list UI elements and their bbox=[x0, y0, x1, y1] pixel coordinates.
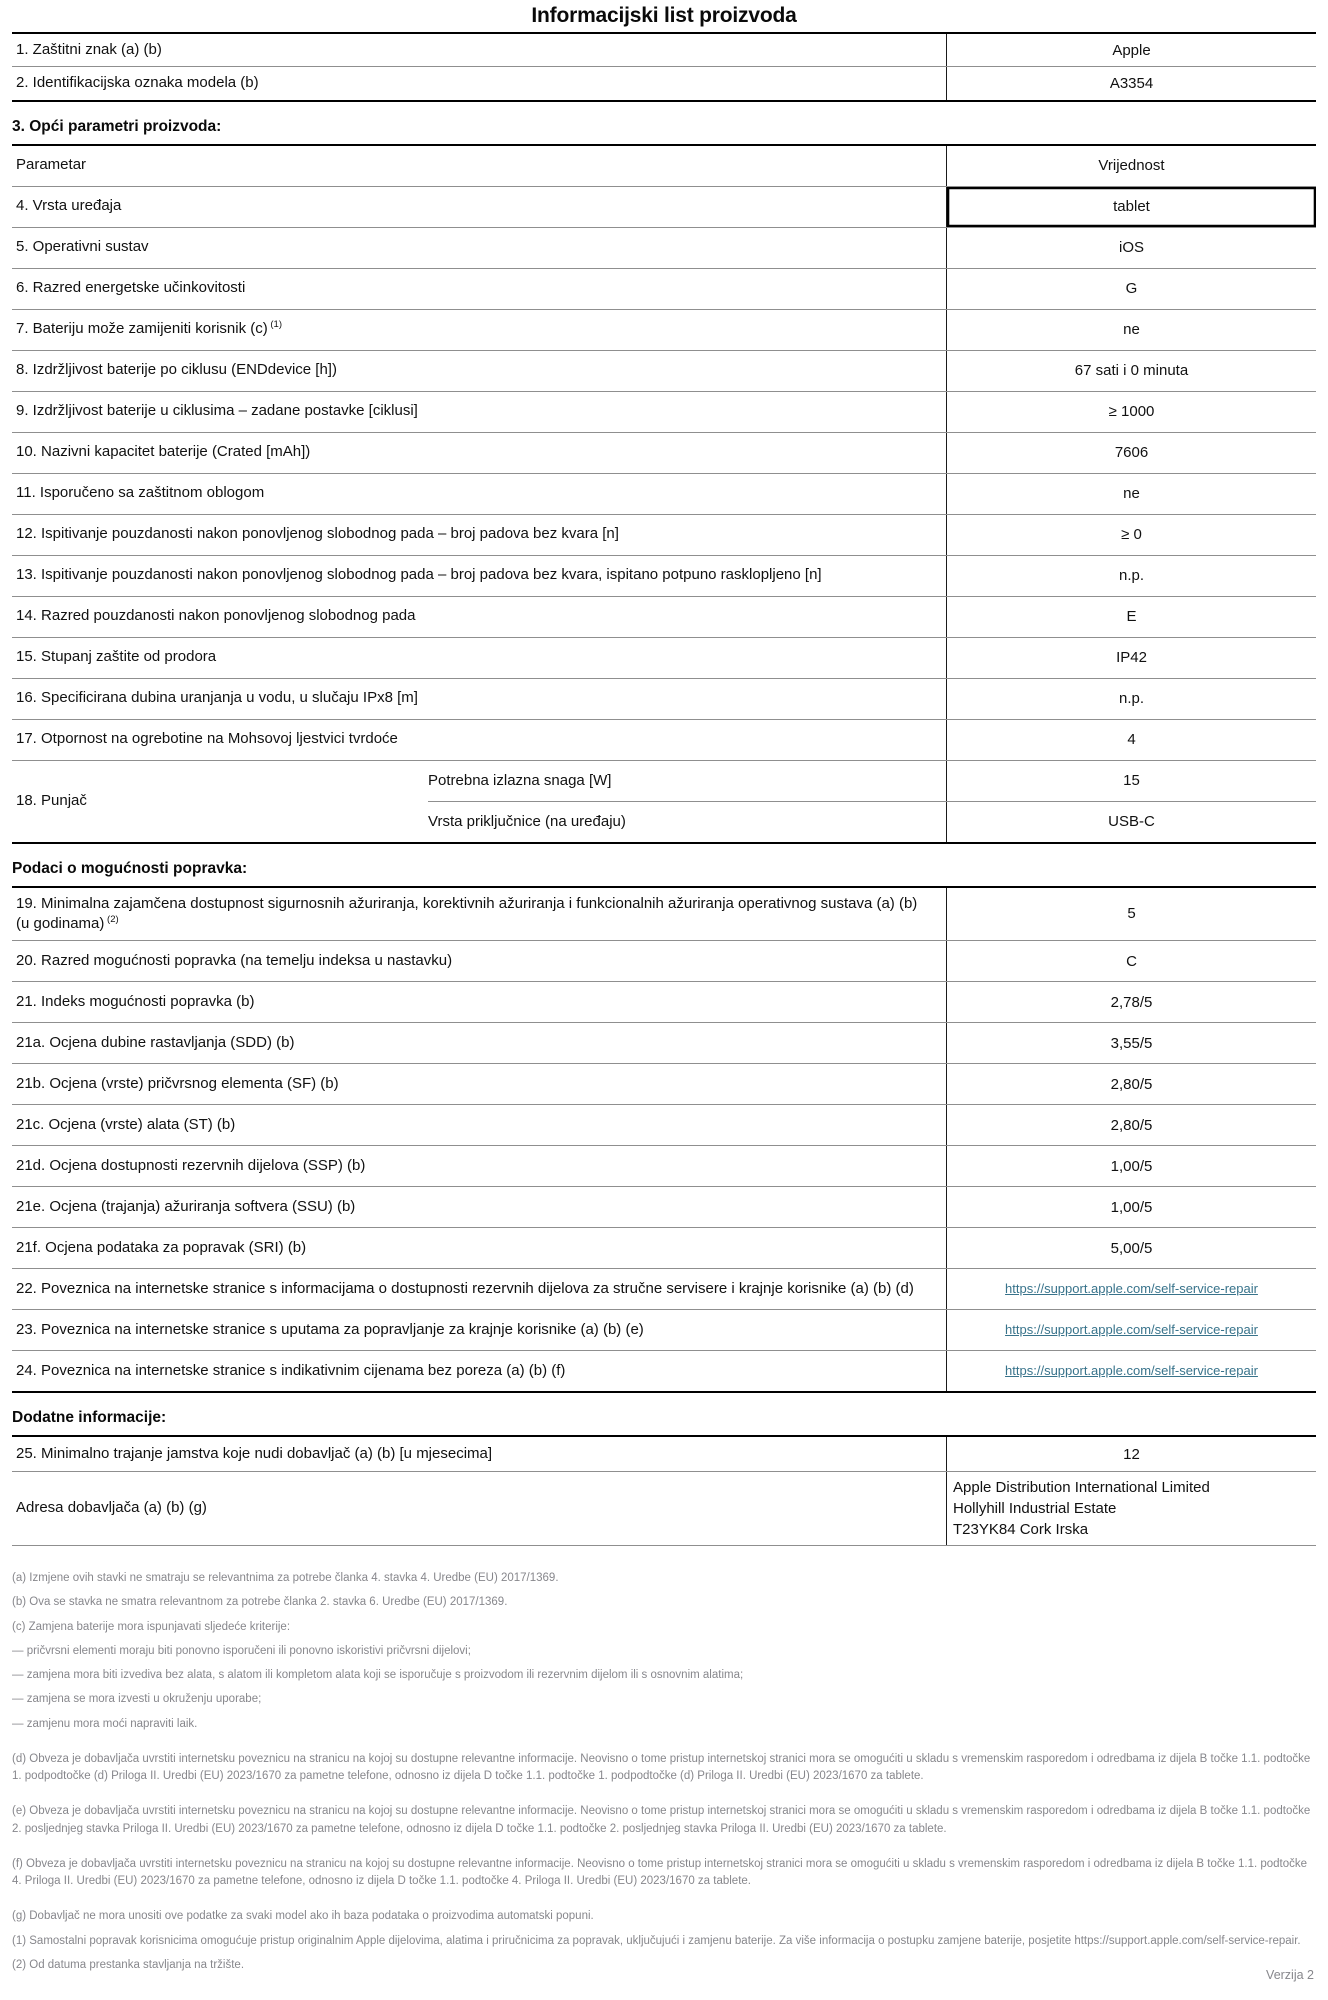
subrow-label: Vrsta priključnice (na uređaju) bbox=[428, 813, 626, 830]
row-value: G bbox=[946, 269, 1316, 309]
table-row bbox=[12, 638, 1316, 679]
row-label bbox=[12, 1064, 946, 1104]
row-value: 1,00/5 bbox=[946, 1187, 1316, 1227]
row-label-text: 7. Bateriju može zamijeniti korisnik (c) $^{(1)}$ bbox=[16, 319, 282, 338]
row-value: E bbox=[946, 597, 1316, 637]
footnote: — zamjena mora biti izvediva bez alata, s alatom ili kompletom alata koji se isporučuje s proizvodom ili rezervnim dijelom ili s osnovnim alatima; bbox=[12, 1669, 744, 1681]
table-row bbox=[12, 1105, 1316, 1146]
row-label-text: 1. Zaštitni znak (a) (b) bbox=[16, 41, 162, 58]
row-value: ne bbox=[946, 474, 1316, 514]
row-label-text: 4. Vrsta uređaja bbox=[16, 197, 122, 215]
row-value: 5,00/5 bbox=[946, 1228, 1316, 1268]
footnote: (2) Od datuma prestanka stavljanja na tržište. bbox=[12, 1958, 245, 1971]
footnote: (e) Obveza je dobavljača uvrstiti internetsku poveznicu na stranicu na kojoj su dostupne relevantne informacije. Neovisno o tome pristup internetskoj stranici mora se omogućiti u skladu s vremenskim rasporedom i odredbama iz dijela B točke 1.1. podtočke 2. posljednjeg stavka Priloga II. Uredbi (EU) 2023/1670 za pametne telefone, odnosno iz dijela D točke 1.1. podtočke 2. posljednjeg stavka Priloga II. Uredbi (EU) 2023/1670 za tablete. bbox=[12, 1805, 1311, 1835]
row-value: 1,00/5 bbox=[946, 1146, 1316, 1186]
footnote: (a) Izmjene ovih stavki ne smatraju se relevantnima za potrebe članka 4. stavka 4. Uredbe (EU) 2017/1369. bbox=[12, 1572, 559, 1584]
table-row bbox=[12, 1023, 1316, 1064]
row-value: 3,55/5 bbox=[946, 1023, 1316, 1063]
row-value: n.p. bbox=[946, 679, 1316, 719]
row-label bbox=[12, 1437, 946, 1471]
row-label-text: Adresa dobavljača (a) (b) (g) bbox=[16, 1499, 207, 1517]
table-row bbox=[12, 982, 1316, 1023]
row-label-text: 10. Nazivni kapacitet baterije (Crated [mAh]) bbox=[16, 443, 311, 461]
row-label-text: 16. Specificirana dubina uranjanja u vodu, u slučaju IPx8 [m] bbox=[16, 689, 418, 707]
table-row bbox=[12, 1146, 1316, 1187]
row-value: C bbox=[946, 941, 1316, 981]
row-value bbox=[946, 1269, 1316, 1309]
table-row bbox=[12, 474, 1316, 515]
row-label bbox=[12, 720, 946, 760]
row-label-text: 19. Minimalna zajamčena dostupnost sigurnosnih ažuriranja, korektivnih ažuriranja i funkcionalnih ažuriranja operativnog sustava (a) (b) (u godinama) $^{(2)}$ bbox=[16, 894, 918, 932]
support-repair-link[interactable]: https://support.apple.com/self-service-repair bbox=[1005, 1280, 1258, 1296]
charger-subrows bbox=[428, 761, 1316, 842]
row-label bbox=[12, 351, 946, 391]
table-row bbox=[12, 761, 1316, 842]
row-label-text: 21c. Ocjena (vrste) alata (ST) (b) bbox=[16, 1115, 236, 1133]
row-label bbox=[12, 1105, 946, 1145]
row-label bbox=[12, 638, 946, 678]
table-row bbox=[12, 1064, 1316, 1105]
row-label bbox=[12, 941, 946, 981]
row-value bbox=[946, 1351, 1316, 1391]
table-row bbox=[12, 34, 1316, 67]
version-label: Verzija 2 bbox=[1266, 1968, 1314, 1982]
row-label bbox=[12, 597, 946, 637]
row-label bbox=[12, 228, 946, 268]
column-header-vrijednost: Vrijednost bbox=[946, 146, 1316, 186]
row-label-text: 22. Poveznica na internetske stranice s informacijama o dostupnosti rezervnih dijelova za stručne servisere i krajnje korisnike (a) (b) (d) bbox=[16, 1279, 914, 1297]
table-row bbox=[12, 679, 1316, 720]
row-label-text: 9. Izdržljivost baterije u ciklusima – zadane postavke [ciklusi] bbox=[16, 402, 418, 420]
row-label-text: 17. Otpornost na ogrebotine na Mohsovoj ljestvici tvrdoće bbox=[16, 730, 398, 748]
row-label-text: 8. Izdržljivost baterije po ciklusu (ENDdevice [h]) bbox=[16, 361, 337, 379]
row-label bbox=[12, 1472, 946, 1545]
column-header-parametar: Parametar bbox=[16, 156, 87, 174]
row-label bbox=[12, 474, 946, 514]
row-label-text: 5. Operativni sustav bbox=[16, 238, 149, 256]
additional-info-table bbox=[12, 1435, 1316, 1546]
charger-subrow bbox=[428, 802, 1316, 842]
row-label-text: 18. Punjač bbox=[16, 791, 87, 809]
table-row bbox=[12, 392, 1316, 433]
address-line: T23YK84 Cork Irska bbox=[953, 1521, 1089, 1538]
row-value: tablet bbox=[946, 187, 1316, 227]
identification-table bbox=[12, 32, 1316, 102]
row-label-text: 15. Stupanj zaštite od prodora bbox=[16, 648, 217, 666]
footnotes bbox=[12, 1570, 1316, 1974]
row-value: 15 bbox=[946, 761, 1316, 801]
row-label-text: 21a. Ocjena dubine rastavljanja (SDD) (b) bbox=[16, 1033, 295, 1051]
row-value: 5 bbox=[946, 888, 1316, 941]
row-value: 7606 bbox=[946, 433, 1316, 473]
row-label bbox=[12, 982, 946, 1022]
row-value: 12 bbox=[946, 1437, 1316, 1471]
table-row bbox=[12, 1187, 1316, 1228]
table-row bbox=[12, 433, 1316, 474]
row-label-text: 11. Isporučeno sa zaštitnom oblogom bbox=[16, 484, 265, 502]
footnote: (d) Obveza je dobavljača uvrstiti internetsku poveznicu na stranicu na kojoj su dostupne relevantne informacije. Neovisno o tome pristup internetskoj stranici mora se omogućiti u skladu s vremenskim rasporedom i odredbama iz dijela B točke 1.1. podtočke 1. podpodtočke (d) Priloga II. Uredbi (EU) 2023/1670 za pametne telefone, odnosno iz dijela D točke 1.1. podtočke 1. podpodtočke (d) Priloga II. Uredbi (EU) 2023/1670 za tablete. bbox=[12, 1752, 1311, 1782]
address-line: Apple Distribution International Limited bbox=[953, 1479, 1210, 1496]
footnote: (1) Samostalni popravak korisnicima omogućuje pristup originalnim Apple dijelovima, alatima i priručnicima za popravak, uključujući i zamjenu baterije. Za više informacija o postupku zamjene baterije, posjetite https://support.apple.com/self-service-repair. bbox=[12, 1934, 1301, 1947]
footnote: (b) Ova se stavka ne smatra relevantnom za potrebe članka 2. stavka 6. Uredbe (EU) 2017/1369. bbox=[12, 1596, 508, 1609]
row-label bbox=[12, 269, 946, 309]
row-label bbox=[12, 392, 946, 432]
row-label-text: 24. Poveznica na internetske stranice s indikativnim cijenama bez poreza (a) (b) (f) bbox=[16, 1361, 566, 1379]
row-value: ≥ 0 bbox=[946, 515, 1316, 555]
row-label-text: 20. Razred mogućnosti popravka (na temelju indeksa u nastavku) bbox=[16, 951, 453, 969]
row-value: ne bbox=[946, 310, 1316, 350]
section-heading-repair: Podaci o mogućnosti popravka: bbox=[12, 859, 248, 877]
row-label bbox=[12, 1269, 946, 1309]
table-row bbox=[12, 941, 1316, 982]
table-row bbox=[12, 67, 1316, 99]
row-label-text: 21f. Ocjena podataka za popravak (SRI) (b) bbox=[16, 1238, 307, 1256]
table-row bbox=[12, 720, 1316, 761]
row-value: iOS bbox=[946, 228, 1316, 268]
row-label bbox=[12, 515, 946, 555]
row-label bbox=[12, 888, 946, 941]
footnote: (g) Dobavljač ne mora unositi ove podatke za svaki model ako ih baza podataka o proizvodima automatski popuni. bbox=[12, 1910, 594, 1923]
row-value: ≥ 1000 bbox=[946, 392, 1316, 432]
row-label bbox=[12, 1351, 946, 1391]
row-label-text: 13. Ispitivanje pouzdanosti nakon ponovljenog slobodnog pada – broj padova bez kvara, ispitano potpuno rasklopljeno [n] bbox=[16, 566, 822, 584]
row-label bbox=[12, 1228, 946, 1268]
row-label bbox=[12, 1023, 946, 1063]
row-label bbox=[12, 1146, 946, 1186]
row-value: A3354 bbox=[946, 67, 1316, 99]
table-row bbox=[12, 888, 1316, 942]
table-row bbox=[12, 1472, 1316, 1545]
footnote: — pričvrsni elementi moraju biti ponovno isporučeni ili ponovno iskoristivi pričvrsni dijelovi; bbox=[12, 1644, 471, 1657]
row-label bbox=[12, 679, 946, 719]
row-label-text: 2. Identifikacijska oznaka modela (b) bbox=[16, 74, 259, 92]
footnote: — zamjenu mora moći napraviti laik. bbox=[12, 1717, 198, 1730]
row-label-text: 23. Poveznica na internetske stranice s uputama za popravljanje za krajnje korisnike (a) (b) (e) bbox=[16, 1320, 644, 1338]
row-label bbox=[12, 187, 946, 227]
section-heading-additional: Dodatne informacije: bbox=[12, 1409, 167, 1426]
subrow-label: Potrebna izlazna snaga [W] bbox=[428, 772, 612, 789]
row-label-text: 12. Ispitivanje pouzdanosti nakon ponovljenog slobodnog pada – broj padova bez kvara [n] bbox=[16, 525, 619, 543]
table-row bbox=[12, 351, 1316, 392]
row-label bbox=[12, 433, 946, 473]
row-label-text: 21b. Ocjena (vrste) pričvrsnog elementa (SF) (b) bbox=[16, 1074, 339, 1092]
row-value: IP42 bbox=[946, 638, 1316, 678]
table-row bbox=[12, 1310, 1316, 1351]
table-row bbox=[12, 187, 1316, 228]
row-label bbox=[12, 556, 946, 596]
table-row bbox=[12, 556, 1316, 597]
row-label bbox=[12, 310, 946, 350]
row-value bbox=[946, 1472, 1316, 1545]
row-label-text: 21e. Ocjena (trajanja) ažuriranja softvera (SSU) (b) bbox=[16, 1197, 356, 1215]
row-value: n.p. bbox=[946, 556, 1316, 596]
support-repair-link[interactable]: https://support.apple.com/self-service-repair bbox=[1005, 1321, 1258, 1337]
row-label bbox=[12, 761, 428, 842]
footnote: (c) Zamjena baterije mora ispunjavati sljedeće kriterije: bbox=[12, 1620, 291, 1633]
page-title: Informacijski list proizvoda bbox=[531, 4, 797, 27]
table-row bbox=[12, 269, 1316, 310]
table-row bbox=[12, 1437, 1316, 1472]
row-label bbox=[12, 1187, 946, 1227]
row-label-text: 21d. Ocjena dostupnosti rezervnih dijelova (SSP) (b) bbox=[16, 1156, 366, 1174]
footnote: (f) Obveza je dobavljača uvrstiti internetsku poveznicu na stranicu na kojoj su dostupne relevantne informacije. Neovisno o tome pristup internetskoj stranici mora se omogućiti u skladu s vremenskim rasporedom i odredbama iz dijela B točke 1.1. podtočke 4. Priloga II. Uredbi (EU) 2023/1670 za pametne telefone, odnosno iz dijela D točke 1.1. podtočke 4. Priloga II. Uredbi (EU) 2023/1670 za tablete. bbox=[12, 1857, 1308, 1887]
row-label-text: 14. Razred pouzdanosti nakon ponovljenog slobodnog pada bbox=[16, 607, 416, 625]
row-value: 2,78/5 bbox=[946, 982, 1316, 1022]
general-parameters-table bbox=[12, 144, 1316, 844]
address-line: Hollyhill Industrial Estate bbox=[953, 1500, 1117, 1517]
table-header-row bbox=[12, 146, 1316, 187]
repairability-table bbox=[12, 886, 1316, 1394]
table-row bbox=[12, 597, 1316, 638]
row-label-text: 25. Minimalno trajanje jamstva koje nudi dobavljač (a) (b) [u mjesecima] bbox=[16, 1444, 493, 1462]
row-value: 2,80/5 bbox=[946, 1105, 1316, 1145]
charger-subrow bbox=[428, 761, 1316, 802]
support-repair-link[interactable]: https://support.apple.com/self-service-repair bbox=[1005, 1362, 1258, 1378]
row-value: USB-C bbox=[946, 802, 1316, 842]
row-value: 67 sati i 0 minuta bbox=[946, 351, 1316, 391]
row-label bbox=[12, 34, 946, 66]
table-row bbox=[12, 515, 1316, 556]
row-value: Apple bbox=[946, 34, 1316, 66]
row-label-text: 6. Razred energetske učinkovitosti bbox=[16, 279, 246, 297]
row-label-text: 21. Indeks mogućnosti popravka (b) bbox=[16, 992, 255, 1010]
row-value: 4 bbox=[946, 720, 1316, 760]
row-label bbox=[12, 67, 946, 99]
table-row bbox=[12, 1269, 1316, 1310]
row-value: 2,80/5 bbox=[946, 1064, 1316, 1104]
table-row bbox=[12, 1228, 1316, 1269]
footnote: — zamjena se mora izvesti u okruženju uporabe; bbox=[12, 1693, 262, 1706]
row-value bbox=[946, 1310, 1316, 1350]
row-label bbox=[12, 1310, 946, 1350]
section-heading-general: 3. Opći parametri proizvoda: bbox=[12, 117, 222, 135]
table-row bbox=[12, 1351, 1316, 1391]
table-row bbox=[12, 228, 1316, 269]
table-row bbox=[12, 310, 1316, 351]
